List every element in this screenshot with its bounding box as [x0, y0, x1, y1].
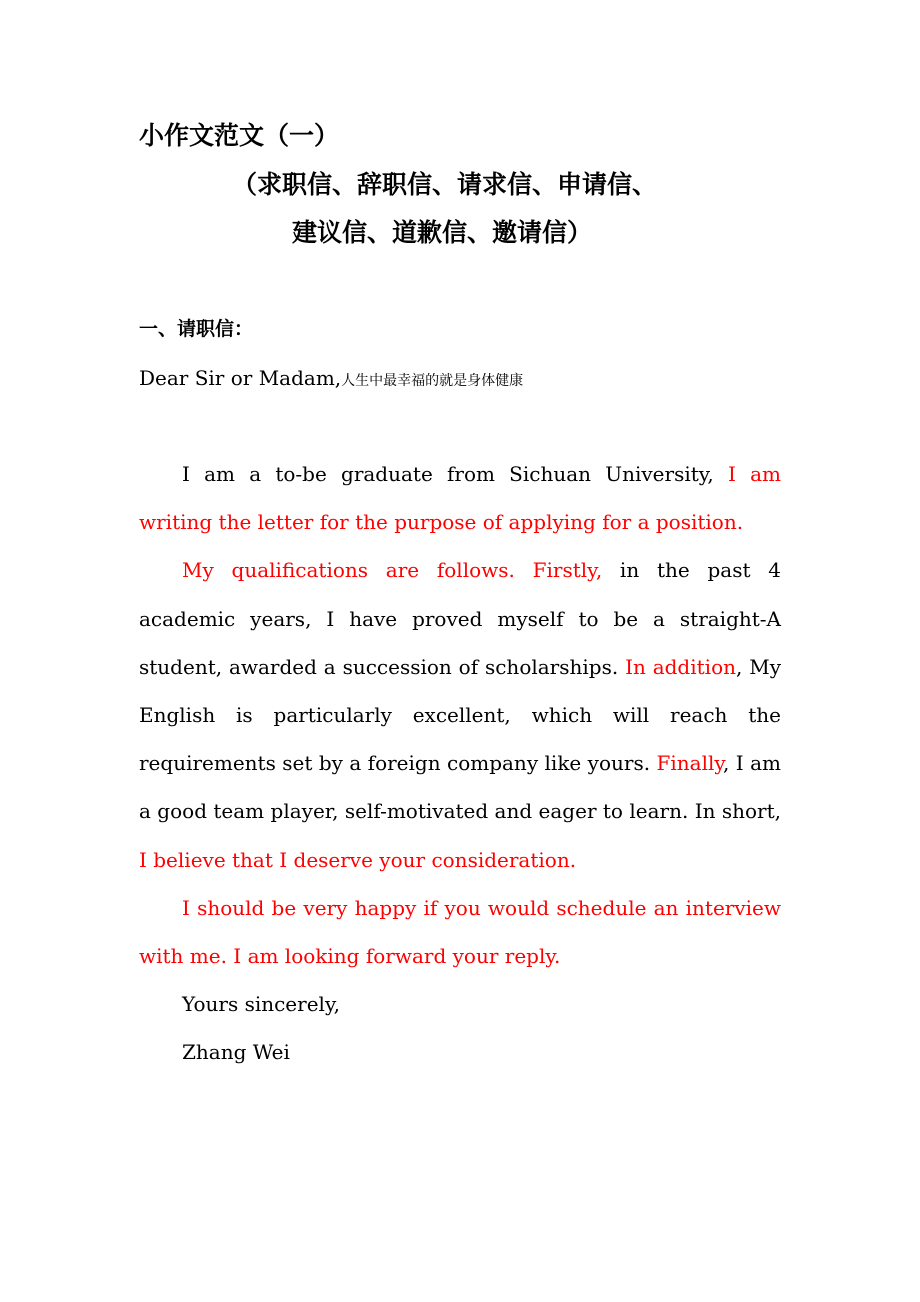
paragraph-intro: [139, 450, 781, 546]
qualifications-text-3: , I am a good team player, self-motivated and eager to learn. In short,: [139, 751, 781, 824]
qualifications-highlight-2: In addition: [625, 654, 736, 679]
letter-body: [139, 450, 781, 1077]
document-subtitle-line-1: （求职信、辞职信、请求信、申请信、: [232, 170, 658, 199]
intro-text: I am a to-be graduate from Sichuan University,: [182, 462, 728, 486]
qualifications-text-1: in the past 4 academic years, I have proved myself to be a straight-A student, awarded a succession of scholarships.: [139, 558, 781, 679]
salutation-note: 人生中最幸福的就是身体健康: [341, 373, 524, 389]
paragraph-request: I should be very happy if you would schedule an interview with me. I am looking forward your reply.: [139, 895, 781, 969]
paragraph-qualifications: [139, 546, 781, 883]
letter-salutation: [139, 363, 523, 396]
section-heading: 一、请职信：: [139, 318, 254, 340]
letter-signature: Zhang Wei: [182, 1040, 290, 1065]
qualifications-highlight-3: Finally: [656, 751, 724, 776]
qualifications-highlight-4: I believe that I deserve your consideration.: [139, 847, 577, 872]
intro-highlight: I am writing the letter for the purpose of applying for a position.: [139, 462, 781, 535]
document-subtitle-line-2: 建议信、道歉信、邀请信）: [292, 218, 593, 247]
qualifications-text-2: , My English is particularly excellent, which will reach the requirements set by a foreign company like yours.: [139, 654, 781, 776]
salutation-text: Dear Sir or Madam,: [139, 366, 342, 390]
letter-closing: Yours sincerely,: [182, 992, 340, 1017]
qualifications-highlight-1: My qualifications are follows. Firstly,: [182, 558, 603, 583]
document-title: 小作文范文（一）: [139, 121, 340, 150]
